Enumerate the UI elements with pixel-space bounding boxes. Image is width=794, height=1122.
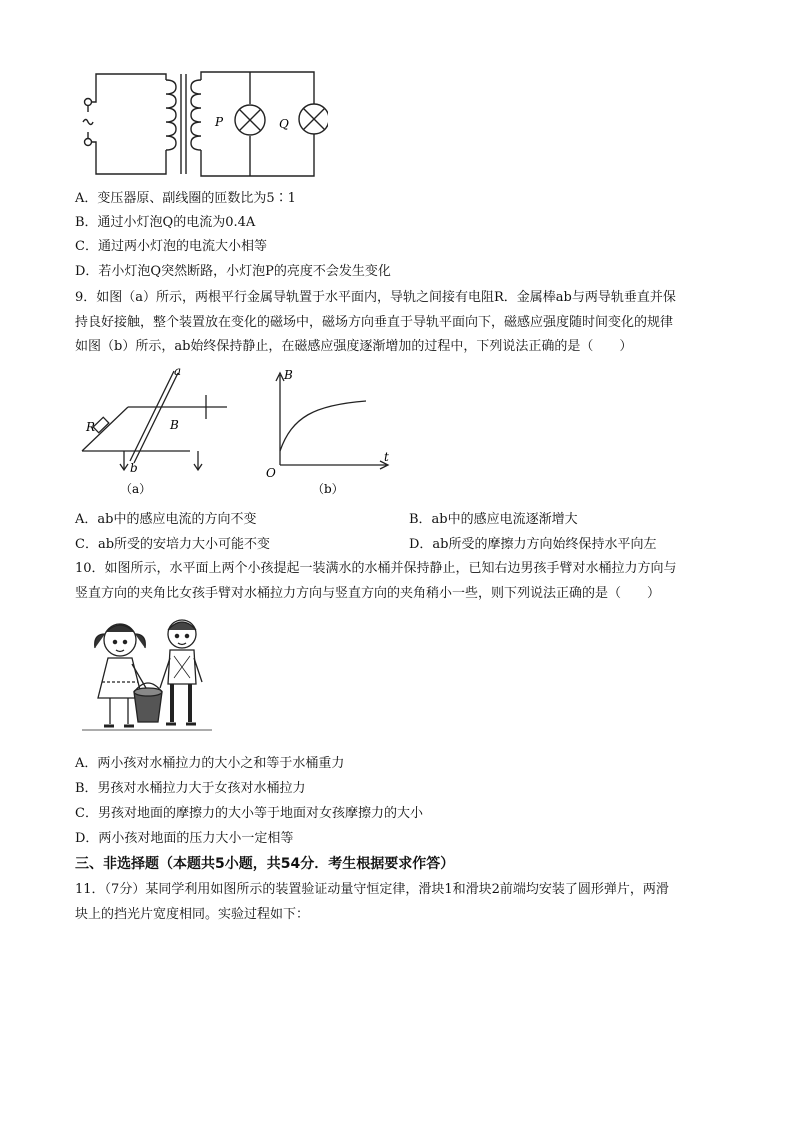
q8-option-c: C．通过两小灯泡的电流大小相等	[75, 239, 267, 254]
q9-stem-line-3: 如图（b）所示，ab始终保持静止，在磁感应强度逐渐增加的过程中，下列说法正确的是（ ）	[75, 339, 633, 354]
rails-figure-a	[72, 365, 237, 500]
section-3-heading: 三、非选择题（本题共5小题，共54分．考生根据要求作答）	[75, 856, 455, 872]
q10-option-a: A．两小孩对水桶拉力的大小之和等于水桶重力	[75, 756, 345, 771]
q8-option-a: A．变压器原、副线圈的匝数比为5∶1	[75, 191, 296, 206]
q9-option-d: D．ab所受的摩擦力方向始终保持水平向左	[409, 537, 657, 552]
q9-option-c: C．ab所受的安培力大小可能不变	[75, 537, 271, 552]
q11-stem-line-2: 块上的挡光片宽度相同。实验过程如下：	[75, 907, 310, 922]
q10-option-d: D．两小孩对地面的压力大小一定相等	[75, 831, 294, 846]
field-b-label: B	[170, 418, 179, 432]
q10-option-c: C．男孩对地面的摩擦力的大小等于地面对女孩摩擦力的大小	[75, 806, 423, 821]
transformer-circuit-figure	[78, 66, 328, 181]
q8-option-b: B．通过小灯泡Q的电流为0.4A	[75, 215, 256, 230]
q9-stem-line-2: 持良好接触，整个装置放在变化的磁场中，磁场方向垂直于导轨平面向下，磁感应强度随时间变化的规律	[75, 315, 674, 330]
q10-stem-line-2: 竖直方向的夹角比女孩手臂对水桶拉力方向与竖直方向的夹角稍小一些，则下列说法正确的是（ ）	[75, 586, 661, 601]
rod-end-b-label: b	[130, 461, 138, 475]
q9-stem-line-1: 9．如图（a）所示，两根平行金属导轨置于水平面内，导轨之间接有电阻R．金属棒ab与两导轨垂直并保	[75, 290, 676, 305]
q9-option-b: B．ab中的感应电流逐渐增大	[409, 512, 578, 527]
rod-end-a-label: a	[174, 365, 182, 378]
q11-stem-line-1: 11．（7分）某同学利用如图所示的装置验证动量守恒定律，滑块1和滑块2前端均安装了圆形弹片，两滑	[75, 882, 669, 897]
origin-o-label: O	[266, 466, 276, 480]
b-t-graph-figure-b	[262, 365, 402, 500]
q10-stem-line-1: 10．如图所示，水平面上两个小孩提起一装满水的水桶并保持静止，已知右边男孩手臂对水桶拉力方向与	[75, 561, 677, 576]
figure-b-caption: （b）	[312, 482, 344, 496]
resistor-r-label: R	[86, 420, 96, 434]
q9-option-a: A．ab中的感应电流的方向不变	[75, 512, 257, 527]
q8-option-d: D．若小灯泡Q突然断路，小灯泡P的亮度不会发生变化	[75, 264, 391, 279]
figure-a-caption: （a）	[120, 482, 152, 496]
axis-x-t-label: t	[384, 450, 389, 464]
children-bucket-figure	[72, 612, 222, 742]
lamp-p-label: P	[215, 115, 224, 129]
lamp-q-label: Q	[279, 117, 289, 131]
q10-option-b: B．男孩对水桶拉力大于女孩对水桶拉力	[75, 781, 306, 796]
axis-y-b-label: B	[284, 368, 293, 382]
